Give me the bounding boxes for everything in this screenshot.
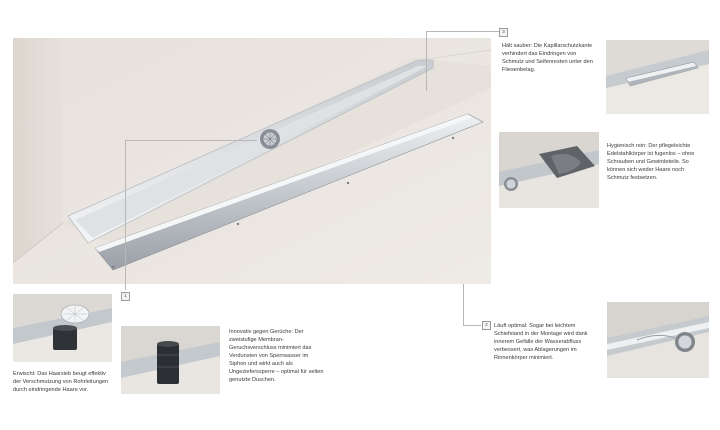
leader-line-2-horizontal <box>463 325 481 326</box>
callout-number-2: 2 <box>482 321 491 330</box>
leader-line-1-vertical <box>125 140 126 290</box>
caption-drain-flow: Läuft optimal: Sogar bei leichtem Schiefstand in der Montage wird dank innerem Gefälle der Wasserabfluss verbessert, was Ablagerungen im Rinnenkörper minimiert. <box>494 323 588 361</box>
detail-photo-hair-sieve <box>13 294 112 362</box>
detail-photo-cleaning <box>499 132 599 208</box>
caption-capillary-edge: Hält sauber: Die Kapillarschutzkante verhindert das Eindringen von Schmutz und Seifenresten unter den Fliesenbelag. <box>502 43 593 73</box>
leader-line-3-vertical <box>426 31 427 91</box>
detail-photo-capillary-edge <box>606 40 709 114</box>
caption-hair-sieve: Erwischt: Das Haarsieb beugt effektiv der Verschmutzung von Rohrleitungen durch eindringende Haare vor. <box>13 371 109 393</box>
caption-hygienic: Hygienisch rein: Der pflegeleichte Edelstahlkörper ist fugenlos – ohne Schrauben und Gewindeteile. So können sich weder Haare noch Schmutz festsetzen. <box>607 143 695 181</box>
leader-line-3-horizontal <box>426 31 501 32</box>
leader-line-1-horizontal <box>125 140 257 141</box>
detail-photo-drain-flow <box>607 302 709 378</box>
leader-line-2-vertical <box>463 284 464 326</box>
callout-number-3: 3 <box>499 28 508 37</box>
detail-photo-odour-trap <box>121 326 220 394</box>
main-product-photo <box>13 38 491 284</box>
callout-number-1: 1 <box>121 292 130 301</box>
caption-odour-trap: Innovativ gegen Gerüche: Der zweistufige Membran-Geruchsverschluss minimiert das Verdunsten von Sperrwasser im Siphon und wirkt auch als Ungezieferssperre – optimal für selten genutzte Duschen. <box>229 329 324 383</box>
